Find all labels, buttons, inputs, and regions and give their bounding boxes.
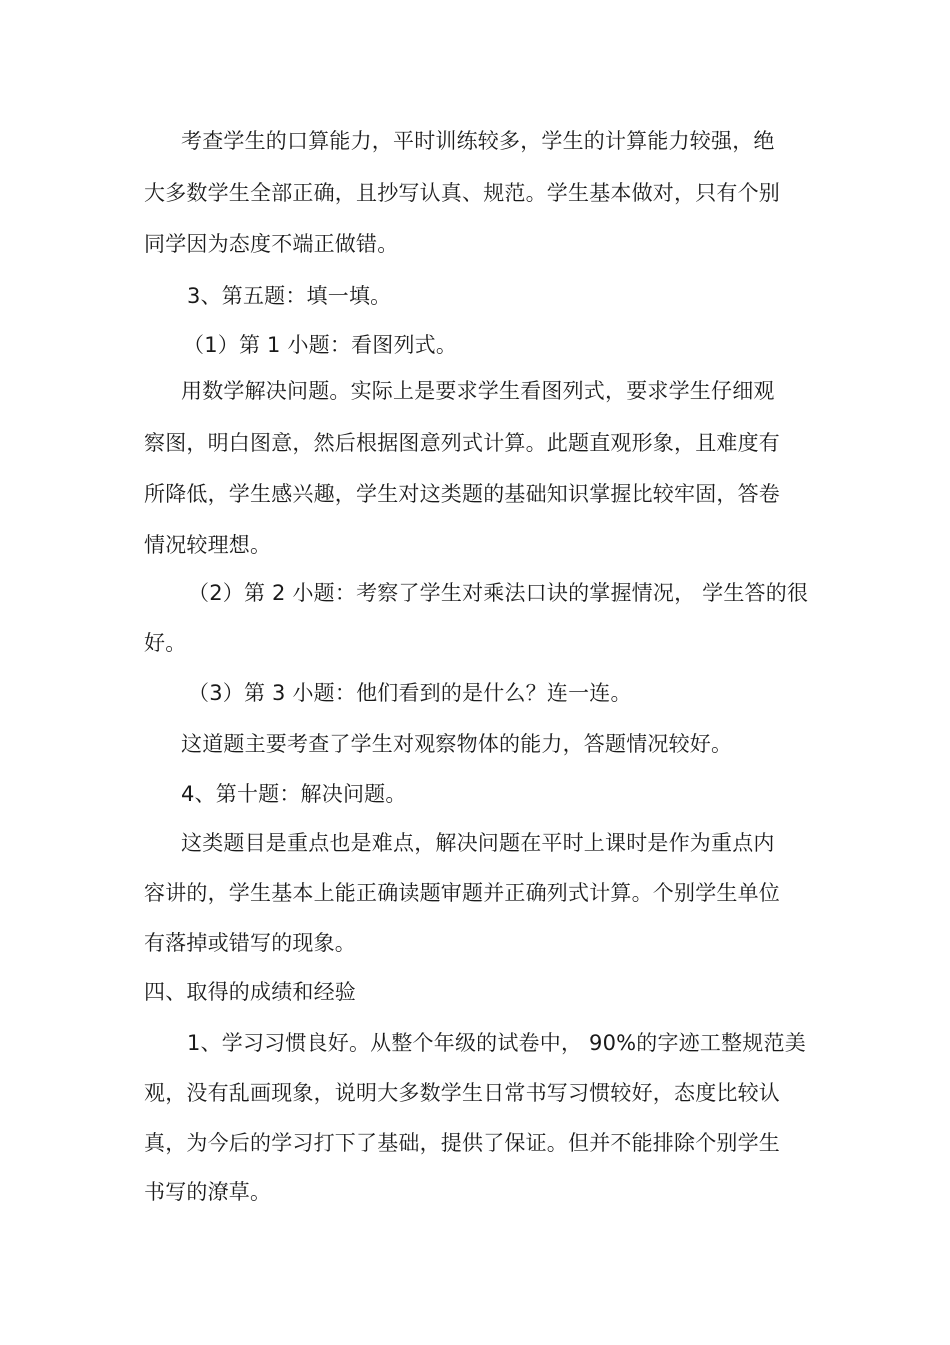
paragraph-q5-part2-line-1: （2）第 2 小题：考察了学生对乘法口诀的掌握情况， 学生答的很	[188, 581, 809, 605]
paragraph-oral-calc-line-3: 同学因为态度不端正做错。	[144, 232, 399, 256]
paragraph-study-habits-line-3: 真，为今后的学习打下了基础，提供了保证。但并不能排除个别学生	[144, 1131, 780, 1155]
paragraph-study-habits-line-2: 观，没有乱画现象，说明大多数学生日常书写习惯较好，态度比较认	[144, 1081, 780, 1105]
section-heading-q10: 4、第十题：解决问题。	[181, 782, 407, 806]
paragraph-problem-solving-line-3: 有落掉或错写的现象。	[144, 931, 356, 955]
paragraph-problem-solving-line-1: 这类题目是重点也是难点，解决问题在平时上课时是作为重点内	[181, 831, 775, 855]
subheading-q5-part1: （1）第 1 小题：看图列式。	[183, 333, 458, 357]
paragraph-picture-equation-line-1: 用数学解决问题。实际上是要求学生看图列式，要求学生仔细观	[181, 379, 775, 403]
paragraph-oral-calc-line-2: 大多数学生全部正确，且抄写认真、规范。学生基本做对，只有个别	[144, 181, 780, 205]
paragraph-picture-equation-line-4: 情况较理想。	[144, 533, 272, 557]
section-heading-achievements: 四、取得的成绩和经验	[144, 980, 356, 1004]
paragraph-study-habits-line-4: 书写的潦草。	[144, 1180, 272, 1204]
paragraph-study-habits-line-1: 1、学习习惯良好。从整个年级的试卷中， 90%的字迹工整规范美	[187, 1031, 806, 1055]
paragraph-q5-part2-line-2: 好。	[144, 631, 187, 655]
subheading-q5-part3: （3）第 3 小题：他们看到的是什么？连一连。	[188, 681, 632, 705]
paragraph-observe-objects: 这道题主要考查了学生对观察物体的能力，答题情况较好。	[181, 732, 733, 756]
paragraph-oral-calc-line-1: 考查学生的口算能力，平时训练较多，学生的计算能力较强，绝	[181, 129, 775, 153]
paragraph-picture-equation-line-3: 所降低，学生感兴趣，学生对这类题的基础知识掌握比较牢固，答卷	[144, 482, 780, 506]
paragraph-problem-solving-line-2: 容讲的，学生基本上能正确读题审题并正确列式计算。个别学生单位	[144, 881, 780, 905]
section-heading-q5: 3、第五题：填一填。	[187, 284, 392, 308]
paragraph-picture-equation-line-2: 察图，明白图意，然后根据图意列式计算。此题直观形象，且难度有	[144, 431, 780, 455]
